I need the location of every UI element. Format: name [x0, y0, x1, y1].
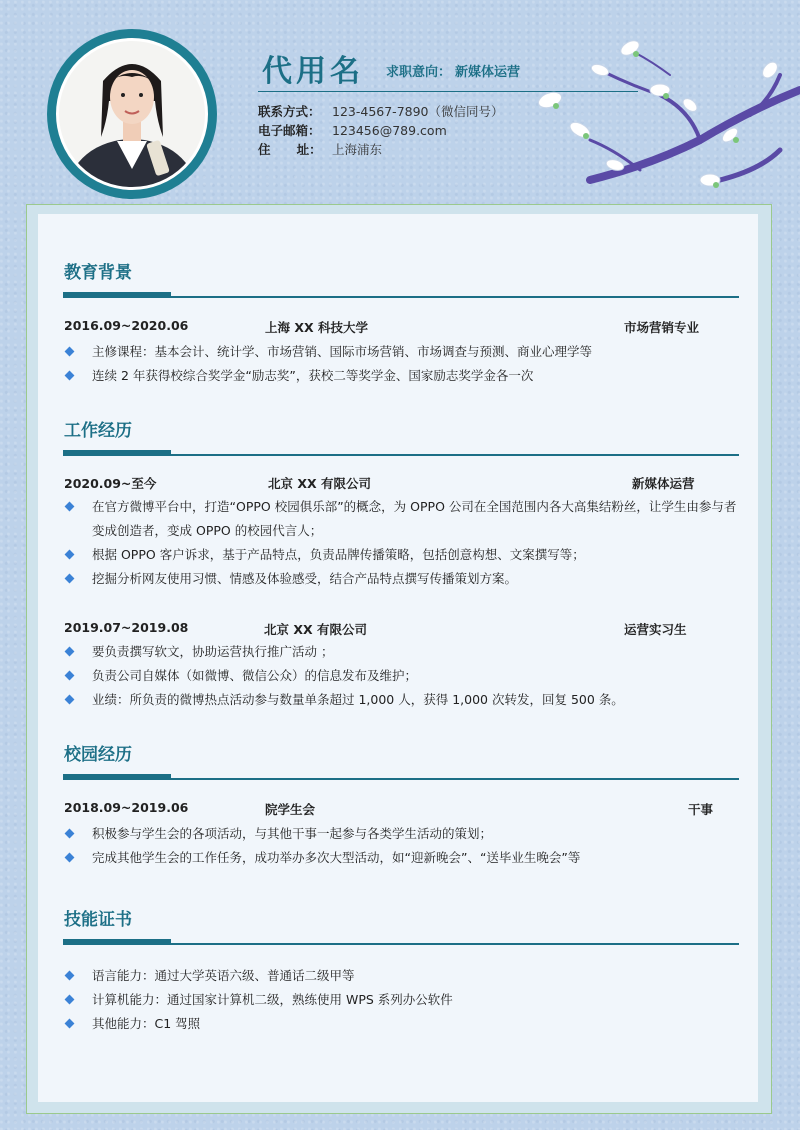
contact-email-value: 123456@789.com — [332, 123, 447, 138]
job-1-role: 新媒体运营 — [632, 476, 695, 491]
job-2-date: 2019.07~2019.08 — [64, 620, 189, 635]
section-divider — [63, 939, 739, 945]
contact-email-label: 电子邮箱： — [258, 123, 321, 138]
section-title-work: 工作经历 — [64, 421, 132, 441]
candidate-name: 代用名 — [262, 54, 364, 89]
job-intent-label: 求职意向： — [386, 65, 452, 80]
section-title-education: 教育背景 — [64, 263, 132, 283]
campus-date: 2018.09~2019.06 — [64, 800, 189, 815]
contact-phone-value: 123-4567-7890（微信同号） — [332, 104, 504, 119]
contact-phone — [258, 102, 504, 120]
campus-role: 干事 — [688, 802, 714, 817]
job-intent — [386, 61, 520, 80]
section-title-campus: 校园经历 — [64, 745, 132, 765]
job-1-date: 2020.09~至今 — [64, 476, 157, 491]
section-title-skills: 技能证书 — [64, 910, 132, 930]
contact-address — [258, 140, 382, 158]
section-divider — [63, 450, 739, 456]
campus-org: 院学生会 — [265, 802, 316, 817]
contact-phone-label: 联系方式： — [258, 104, 321, 119]
avatar — [56, 38, 208, 190]
job-intent-value: 新媒体运营 — [455, 65, 521, 80]
list-item: 在官方微博平台中，打造“OPPO 校园俱乐部”的概念，为 OPPO 公司在全国范围内各大高集结粉丝，让学生由参与者变成创造者，变成 OPPO 的校园代言人； — [64, 495, 744, 543]
education-major: 市场营销专业 — [624, 320, 700, 335]
education-date: 2016.09~2020.06 — [64, 318, 189, 333]
section-divider — [63, 774, 739, 780]
job-2-role: 运营实习生 — [624, 622, 687, 637]
job-2-company: 北京 XX 有限公司 — [264, 622, 367, 637]
education-school: 上海 XX 科技大学 — [265, 320, 368, 335]
diamond-bullet-icon — [65, 502, 75, 512]
magnolia-branch-decoration — [520, 30, 800, 200]
section-divider — [63, 292, 739, 298]
job-1-company: 北京 XX 有限公司 — [268, 476, 371, 491]
contact-email — [258, 121, 447, 139]
contact-address-label: 住 址： — [258, 142, 322, 157]
contact-address-value: 上海浦东 — [332, 142, 383, 157]
